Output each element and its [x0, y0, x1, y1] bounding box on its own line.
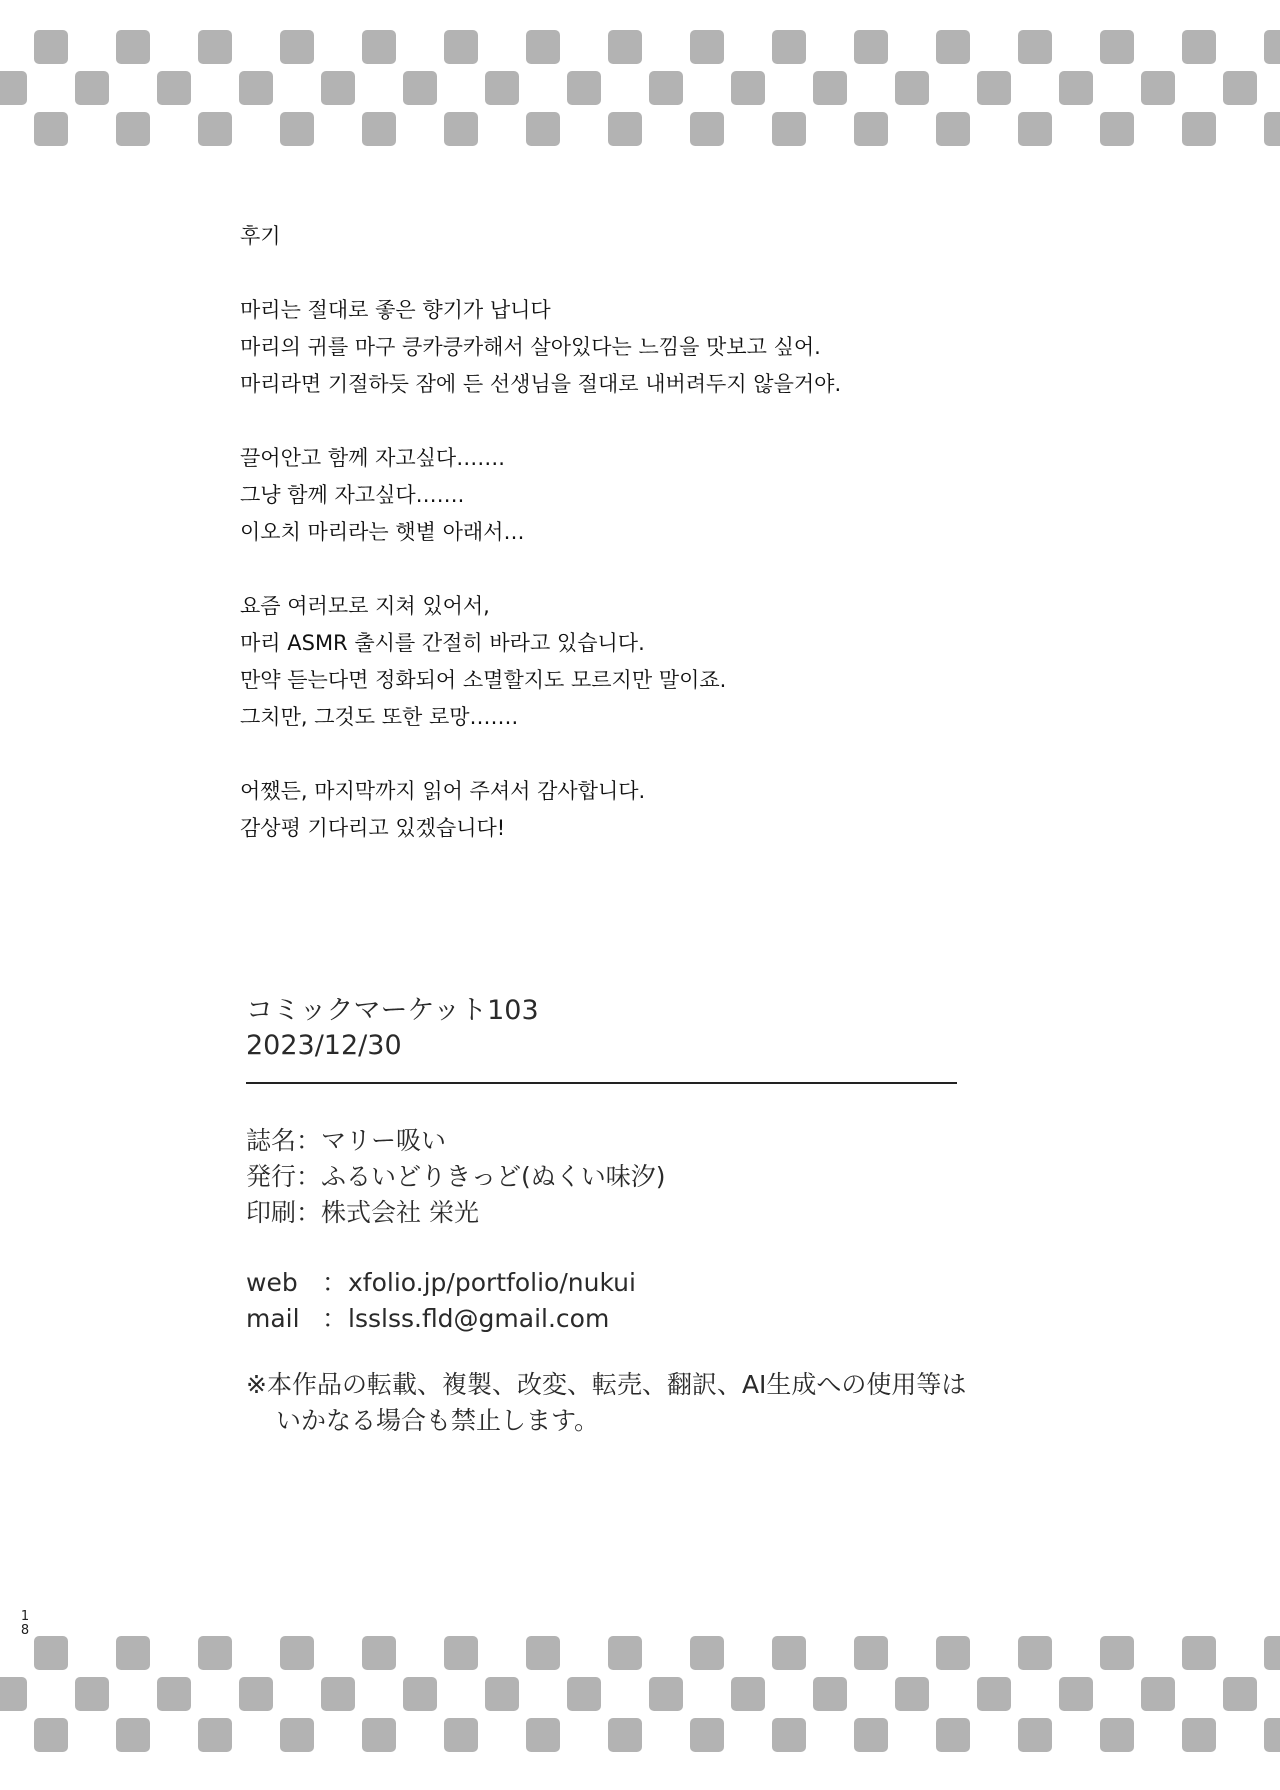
- title-value: マリー吸い: [321, 1126, 447, 1155]
- checker-square: [1182, 1636, 1216, 1670]
- separator: ：: [296, 1126, 322, 1155]
- afterword-line: 마리는 절대로 좋은 향기가 납니다: [240, 298, 551, 322]
- checker-square: [895, 1677, 929, 1711]
- publisher-value: ふるいどりきっど(ぬくい味汐): [321, 1162, 666, 1191]
- checker-square: [608, 112, 642, 146]
- checker-square: [731, 71, 765, 105]
- event-date: 2023/12/30: [246, 1030, 402, 1061]
- event-name: コミックマーケット103: [246, 995, 539, 1026]
- afterword-title: 후기: [240, 224, 281, 248]
- checker-square: [1264, 1636, 1280, 1670]
- web-row: [246, 1265, 1006, 1301]
- checker-square: [280, 1718, 314, 1752]
- checker-square: [362, 112, 396, 146]
- afterword: [240, 218, 1100, 847]
- checker-square: [1018, 1636, 1052, 1670]
- afterword-line: 마리 ASMR 출시를 간절히 바라고 있습니다.: [240, 631, 645, 655]
- checker-square: [485, 71, 519, 105]
- checker-square: [1182, 112, 1216, 146]
- checker-square: [895, 71, 929, 105]
- checker-square: [567, 71, 601, 105]
- checker-square: [403, 1677, 437, 1711]
- checker-square: [198, 1636, 232, 1670]
- checker-square: [116, 112, 150, 146]
- checker-square: [1264, 1718, 1280, 1752]
- web-label: web: [246, 1268, 298, 1297]
- checker-square: [321, 1677, 355, 1711]
- checker-square: [977, 71, 1011, 105]
- checker-square: [362, 30, 396, 64]
- separator: ：: [322, 1304, 348, 1333]
- printer-row: [246, 1195, 1006, 1231]
- checker-square: [526, 1718, 560, 1752]
- checker-square: [362, 1718, 396, 1752]
- printer-value: 株式会社 栄光: [321, 1198, 479, 1227]
- checker-square: [813, 71, 847, 105]
- checker-square: [813, 1677, 847, 1711]
- printer-label: 印刷: [246, 1198, 297, 1227]
- checker-square: [526, 30, 560, 64]
- checker-square: [690, 30, 724, 64]
- checker-square: [444, 112, 478, 146]
- checker-square: [690, 1718, 724, 1752]
- notice-line: ※本作品の転載、複製、改変、転売、翻訳、AI生成への使用等は: [246, 1370, 967, 1399]
- checker-square: [1100, 30, 1134, 64]
- checker-square: [526, 1636, 560, 1670]
- checker-square: [772, 30, 806, 64]
- checker-border-bottom: [0, 1636, 1280, 1758]
- checker-square: [936, 1636, 970, 1670]
- checker-square: [34, 1718, 68, 1752]
- afterword-line: 감상평 기다리고 있겠습니다!: [240, 816, 506, 840]
- checker-square: [1018, 30, 1052, 64]
- checker-square: [1264, 112, 1280, 146]
- checker-square: [157, 1677, 191, 1711]
- checker-square: [854, 1636, 888, 1670]
- checker-square: [1018, 1718, 1052, 1752]
- checker-square: [34, 1636, 68, 1670]
- checker-square: [608, 1718, 642, 1752]
- afterword-line: 그냥 함께 자고싶다…….: [240, 483, 465, 507]
- checker-square: [526, 112, 560, 146]
- checker-square: [1059, 1677, 1093, 1711]
- checker-square: [936, 112, 970, 146]
- checker-square: [977, 1677, 1011, 1711]
- page-number-digit: 1: [20, 1609, 30, 1624]
- afterword-line: 이오치 마리라는 햇볕 아래서…: [240, 520, 525, 544]
- checker-square: [362, 1636, 396, 1670]
- checker-square: [772, 112, 806, 146]
- copyright-notice: [246, 1367, 1006, 1439]
- afterword-line: 그치만, 그것도 또한 로망…….: [240, 705, 519, 729]
- page-number-digit: 8: [20, 1623, 30, 1638]
- checker-square: [198, 1718, 232, 1752]
- colophon-divider: [246, 1082, 957, 1084]
- web-value: xfolio.jp/portfolio/nukui: [348, 1268, 636, 1297]
- colophon: [246, 993, 1006, 1439]
- mail-value: lsslss.fld@gmail.com: [348, 1304, 610, 1333]
- checker-square: [239, 71, 273, 105]
- checker-square: [854, 1718, 888, 1752]
- checker-square: [608, 1636, 642, 1670]
- checker-square: [239, 1677, 273, 1711]
- checker-square: [731, 1677, 765, 1711]
- checker-square: [75, 71, 109, 105]
- checker-square: [444, 1718, 478, 1752]
- checker-square: [1223, 1677, 1257, 1711]
- separator: ：: [296, 1162, 322, 1191]
- checker-square: [1018, 112, 1052, 146]
- checker-square: [854, 30, 888, 64]
- checker-square: [1100, 1636, 1134, 1670]
- checker-square: [1100, 112, 1134, 146]
- checker-square: [1223, 71, 1257, 105]
- checker-square: [280, 112, 314, 146]
- separator: ：: [296, 1198, 322, 1227]
- title-row: [246, 1123, 1006, 1159]
- checker-square: [1141, 1677, 1175, 1711]
- contact-info: [246, 1265, 1006, 1337]
- checker-square: [280, 30, 314, 64]
- checker-square: [34, 30, 68, 64]
- checker-square: [0, 71, 27, 105]
- checker-square: [690, 112, 724, 146]
- checker-square: [116, 1636, 150, 1670]
- checker-square: [485, 1677, 519, 1711]
- checker-square: [1182, 1718, 1216, 1752]
- afterword-line: 마리라면 기절하듯 잠에 든 선생님을 절대로 내버려두지 않을거야.: [240, 372, 842, 396]
- checker-square: [772, 1636, 806, 1670]
- checker-border-top: [0, 30, 1280, 152]
- checker-square: [1059, 71, 1093, 105]
- checker-square: [1100, 1718, 1134, 1752]
- checker-square: [936, 30, 970, 64]
- checker-square: [198, 30, 232, 64]
- checker-square: [772, 1718, 806, 1752]
- checker-square: [1182, 30, 1216, 64]
- afterword-line: 만약 듣는다면 정화되어 소멸할지도 모르지만 말이죠.: [240, 668, 727, 692]
- checker-square: [0, 1677, 27, 1711]
- checker-square: [280, 1636, 314, 1670]
- notice-line: いかなる場合も禁止します。: [276, 1406, 600, 1435]
- checker-square: [157, 71, 191, 105]
- checker-square: [116, 1718, 150, 1752]
- checker-square: [1141, 71, 1175, 105]
- checker-square: [649, 71, 683, 105]
- checker-square: [690, 1636, 724, 1670]
- checker-square: [444, 30, 478, 64]
- title-label: 誌名: [246, 1126, 297, 1155]
- publication-info: [246, 1123, 1006, 1231]
- checker-square: [34, 112, 68, 146]
- afterword-line: 요즘 여러모로 지쳐 있어서,: [240, 594, 490, 618]
- afterword-line: 끌어안고 함께 자고싶다…….: [240, 446, 505, 470]
- publisher-row: [246, 1159, 1006, 1195]
- checker-square: [198, 112, 232, 146]
- checker-square: [116, 30, 150, 64]
- checker-square: [444, 1636, 478, 1670]
- afterword-line: 어쨌든, 마지막까지 읽어 주셔서 감사합니다.: [240, 779, 646, 803]
- checker-square: [649, 1677, 683, 1711]
- separator: ：: [322, 1268, 348, 1297]
- checker-square: [567, 1677, 601, 1711]
- checker-square: [75, 1677, 109, 1711]
- mail-label: mail: [246, 1304, 300, 1333]
- page-number: [18, 1610, 32, 1638]
- afterword-line: 마리의 귀를 마구 킁카킁카해서 살아있다는 느낌을 맛보고 싶어.: [240, 335, 821, 359]
- checker-square: [854, 112, 888, 146]
- checker-square: [403, 71, 437, 105]
- mail-row: [246, 1301, 1006, 1337]
- checker-square: [1264, 30, 1280, 64]
- checker-square: [321, 71, 355, 105]
- checker-square: [608, 30, 642, 64]
- checker-square: [936, 1718, 970, 1752]
- publisher-label: 発行: [246, 1162, 297, 1191]
